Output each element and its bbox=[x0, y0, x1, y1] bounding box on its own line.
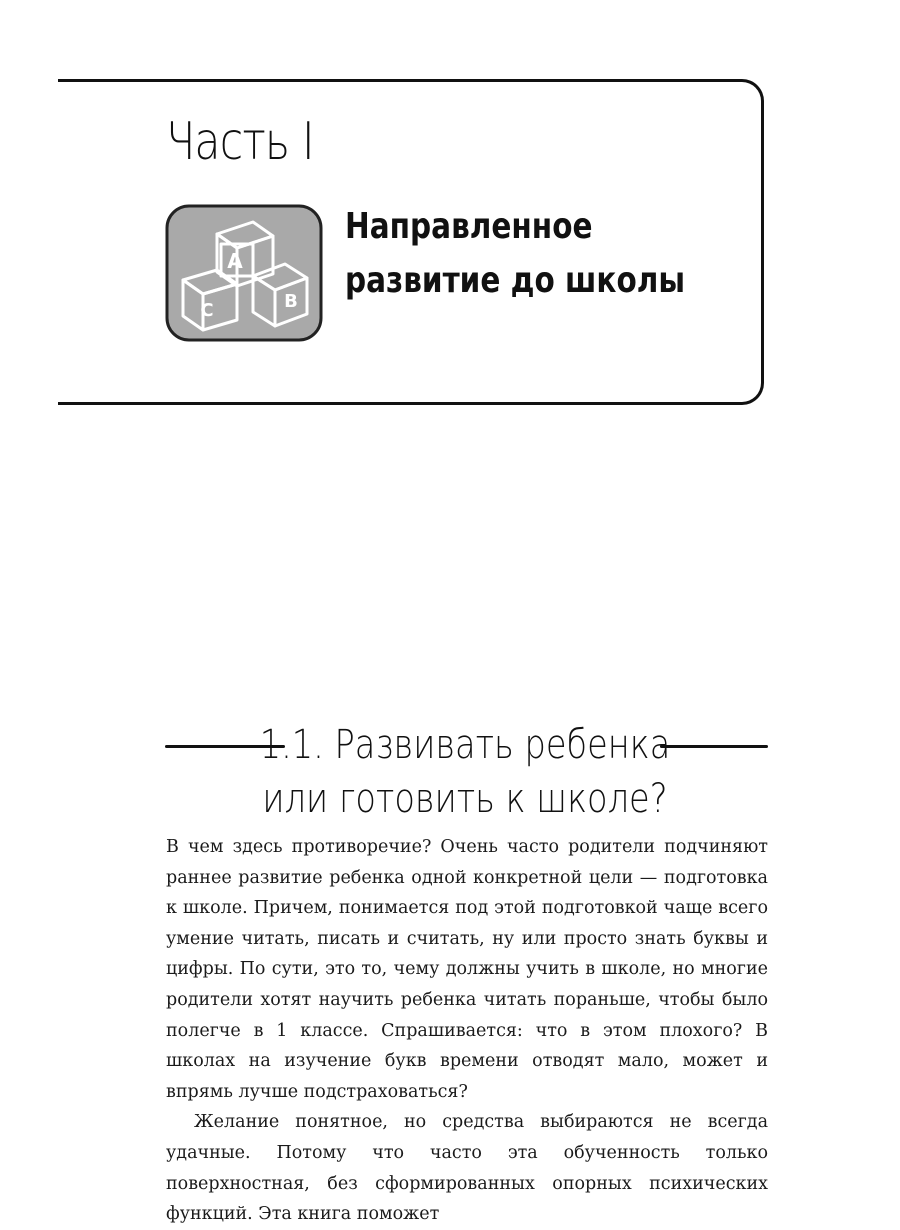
body-text bbox=[166, 832, 768, 1230]
body-paragraph-2: Желание понятное, но средства выбираются не всегда удачные. Потому что часто эта обученность только поверхностная, без сформированных опорных психических функций. Эта книга поможет bbox=[166, 1112, 768, 1225]
svg-text:B: B bbox=[284, 291, 298, 312]
section-heading-line2: или готовить к школе? bbox=[262, 776, 668, 822]
svg-text:A: A bbox=[227, 249, 243, 273]
part-subtitle-line2: развитие до школы bbox=[345, 260, 686, 301]
body-paragraph-1: В чем здесь противоречие? Очень часто родители подчиняют раннее развитие ребенка одной конкретной цели — подготовка к школе. Причем, понимается под этой подготовкой чаще всего умение читать, писать и считать, ну или просто знать буквы и цифры. По сути, это то, чему должны учить в школе, но многие родители хотят научить ребенка читать пораньше, чтобы было полегче в 1 классе. Спрашивается: что в этом плохого? В школах на изучение букв времени отводят мало, может и впрямь лучше подстраховаться? bbox=[166, 837, 768, 1102]
part-subtitle-line1: Направленное bbox=[345, 206, 593, 247]
abc-blocks-icon bbox=[165, 204, 323, 342]
part-subtitle bbox=[345, 200, 685, 308]
part-title: Часть I bbox=[166, 112, 314, 172]
section-heading bbox=[160, 718, 770, 826]
svg-text:C: C bbox=[200, 300, 214, 321]
section-heading-line1: 1.1. Развивать ребенка bbox=[259, 722, 671, 768]
